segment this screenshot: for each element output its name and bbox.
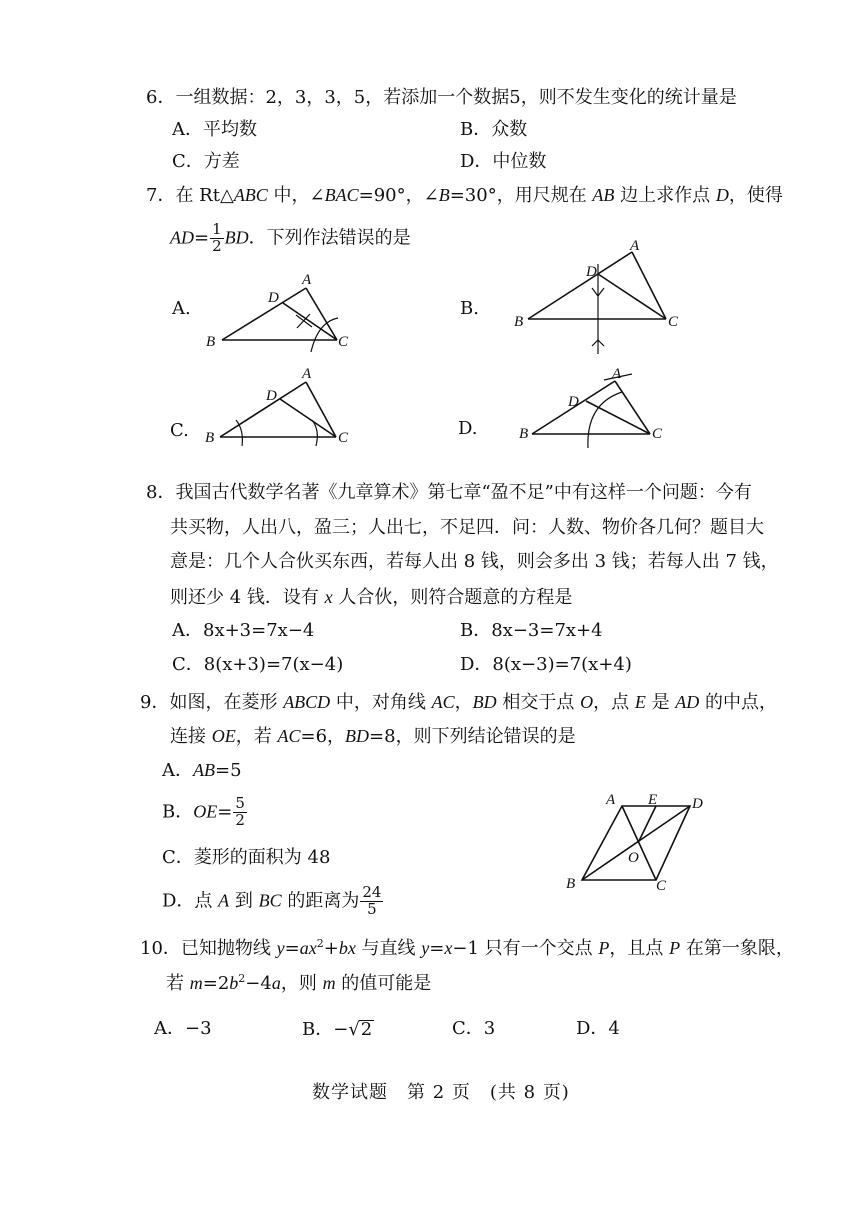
point-label: O: [628, 850, 639, 866]
point-label: E: [648, 792, 658, 808]
q10-text: 若: [166, 973, 190, 994]
q9-var: E: [634, 692, 646, 712]
q9-text: =6，: [300, 726, 346, 747]
q7-var: BAC: [324, 185, 359, 205]
page-footer: 数学试题 第 2 页 (共 8 页): [312, 1082, 570, 1103]
point-label: C: [338, 430, 349, 446]
q10-option-c: C．3: [452, 1018, 496, 1039]
q8-var: x: [324, 587, 333, 607]
sqrt-sign: √: [348, 1019, 360, 1040]
q7-text: 7．在 Rt△: [146, 185, 234, 206]
q9-text: 9．如图，在菱形: [140, 692, 284, 713]
point-label: A: [606, 792, 616, 808]
q9-text: 连接: [170, 726, 212, 747]
q9-var: BD: [472, 692, 497, 712]
q10-sup: 2: [238, 972, 246, 985]
q7-text: 中，∠: [267, 185, 325, 206]
q10-text: −4: [245, 973, 272, 994]
q9-text: =: [217, 801, 233, 823]
point-label: A: [302, 366, 312, 382]
q9-var: AD: [675, 692, 700, 712]
q6-option-d: D．中位数: [460, 151, 547, 172]
point-label: B: [514, 314, 524, 330]
q7-text: 边上求作点: [614, 185, 716, 206]
q10-text: ，且点: [609, 938, 670, 959]
q7-option-d-label: D.: [458, 418, 478, 439]
q9-text: A．: [162, 760, 193, 781]
fraction-denominator: 2: [212, 236, 222, 255]
q6-option-a: A．平均数: [172, 119, 257, 140]
q6-option-c: C．方差: [172, 151, 240, 172]
q10-option-b: [302, 1020, 374, 1039]
q8-text: 则还少 4 钱．设有: [170, 587, 325, 608]
q10-var: P: [669, 938, 681, 958]
q10-text: ，则: [280, 973, 323, 994]
q9-var: OE: [211, 726, 236, 746]
q9-var: A: [218, 890, 230, 911]
q9-text: 中，对角线: [330, 692, 432, 713]
point-label: A: [630, 238, 640, 254]
q9-text: B．: [162, 801, 194, 823]
q10-text: 与直线: [355, 938, 422, 959]
q9-text: 的中点，: [699, 692, 778, 713]
q10-text: 的值可能是: [335, 973, 432, 994]
q10-var: b: [229, 973, 239, 993]
point-label: C: [668, 314, 679, 330]
point-label: B: [206, 334, 216, 350]
point-label: D: [586, 264, 597, 280]
fraction-denominator: 2: [235, 810, 245, 829]
q8-option-c: C．8(x+3)=7(x−4): [172, 654, 344, 675]
q7-text: ，使得: [728, 185, 783, 206]
q10-text: 在第一象限，: [680, 938, 794, 959]
fraction-denominator: 5: [367, 899, 377, 918]
q9-var: BC: [258, 890, 282, 911]
q9-var: ABCD: [283, 692, 331, 712]
q7-text: =30°，用尺规在: [449, 185, 593, 206]
q7-var: AB: [592, 185, 615, 205]
q8-line2: 共买物，人出八，盈三；人出七，不足四．问：人数、物价各几何？题目大: [170, 517, 764, 538]
q10-text: =2: [202, 973, 230, 994]
q8-line1: 8．我国古代数学名著《九章算术》第七章“盈不足”中有这样一个问题：今有: [146, 482, 752, 503]
point-label: D: [268, 290, 279, 306]
q10-var: bx: [338, 938, 356, 958]
point-label: A: [302, 272, 312, 288]
q9-text: 相交于点: [496, 692, 581, 713]
q10-text: 10．已知抛物线: [140, 938, 277, 959]
q10-var: x: [444, 938, 453, 958]
q9-text: ，: [454, 692, 473, 713]
q9-var: OE: [193, 801, 218, 822]
q7-option-c-label: C.: [170, 420, 189, 441]
point-label: D: [266, 388, 277, 404]
q9-text: ，若: [235, 726, 278, 747]
q10-text: B．−: [302, 1019, 349, 1040]
q10-var: ax: [299, 938, 317, 958]
q9-text: ，点: [593, 692, 635, 713]
q10-line2: [166, 973, 431, 993]
fraction-numerator: 24: [362, 883, 382, 901]
q10-text: +: [323, 938, 339, 959]
q10-text: −1 只有一个交点: [452, 938, 599, 959]
q8-text: 人合伙，则符合题意的方程是: [332, 587, 573, 608]
q9-var: O: [580, 692, 594, 712]
point-label: A: [612, 366, 622, 382]
q10-var: m: [322, 973, 336, 993]
q10-option-d: D．4: [576, 1018, 620, 1039]
q9-text: 是: [645, 692, 676, 713]
point-label: C: [338, 334, 349, 350]
point-label: B: [566, 876, 576, 892]
q6-option-b: B．众数: [460, 119, 528, 140]
q7-text: ．下列作法错误的是: [248, 227, 411, 249]
point-label: B: [205, 430, 215, 446]
q8-option-a: A．8x+3=7x−4: [172, 620, 315, 641]
q8-line3: 意是：几个人合伙买东西，若每人出 8 钱，则会多出 3 钱；若每人出 7 钱，: [170, 551, 779, 572]
q9-var: AC: [431, 692, 455, 712]
q9-text: =5: [215, 760, 242, 781]
q9-option-c: C．菱形的面积为 48: [162, 847, 331, 868]
q6-stem: 6．一组数据：2，3，3，5，若添加一个数据5，则不发生变化的统计量是: [146, 87, 737, 108]
q9-var: BD: [345, 726, 370, 746]
q10-var: y: [421, 938, 430, 958]
q10-var: y: [276, 938, 285, 958]
q7-option-b-label: B.: [460, 298, 479, 319]
q10-text: =: [284, 938, 300, 959]
q7-var: D: [715, 185, 729, 205]
q8-option-b: B．8x−3=7x+4: [460, 620, 603, 641]
q10-sup: 2: [316, 937, 324, 950]
point-label: B: [519, 426, 529, 442]
fraction-numerator: 5: [235, 794, 245, 812]
q7-text: =90°，∠: [358, 185, 439, 206]
q10-var: m: [189, 973, 203, 993]
q10-var: P: [598, 938, 610, 958]
fraction-numerator: 1: [212, 220, 222, 238]
q10-text: =: [429, 938, 445, 959]
q9-text: 的距离为: [281, 890, 360, 912]
q10-option-a: A．−3: [154, 1018, 212, 1039]
point-label: D: [568, 394, 579, 410]
q9-text: D．点: [162, 890, 219, 912]
q7-text: =: [194, 227, 210, 249]
q10-var: a: [271, 973, 281, 993]
point-label: C: [656, 878, 667, 894]
q9-text: 到: [229, 890, 259, 912]
q10-line1: [140, 938, 794, 958]
q9-text: =8，则下列结论错误的是: [369, 726, 576, 747]
q7-var: AD: [170, 227, 194, 248]
point-label: C: [652, 426, 663, 442]
point-label: D: [692, 796, 703, 812]
q7-option-a-label: A.: [172, 298, 191, 319]
q9-var: AC: [277, 726, 301, 746]
q8-option-d: D．8(x−3)=7(x+4): [460, 654, 632, 675]
q7-var: BD: [224, 227, 249, 248]
q7-var: B: [438, 185, 450, 205]
q7-var: ABC: [233, 185, 268, 205]
sqrt-radicand: 2: [360, 1019, 373, 1040]
q9-var: AB: [193, 760, 215, 780]
